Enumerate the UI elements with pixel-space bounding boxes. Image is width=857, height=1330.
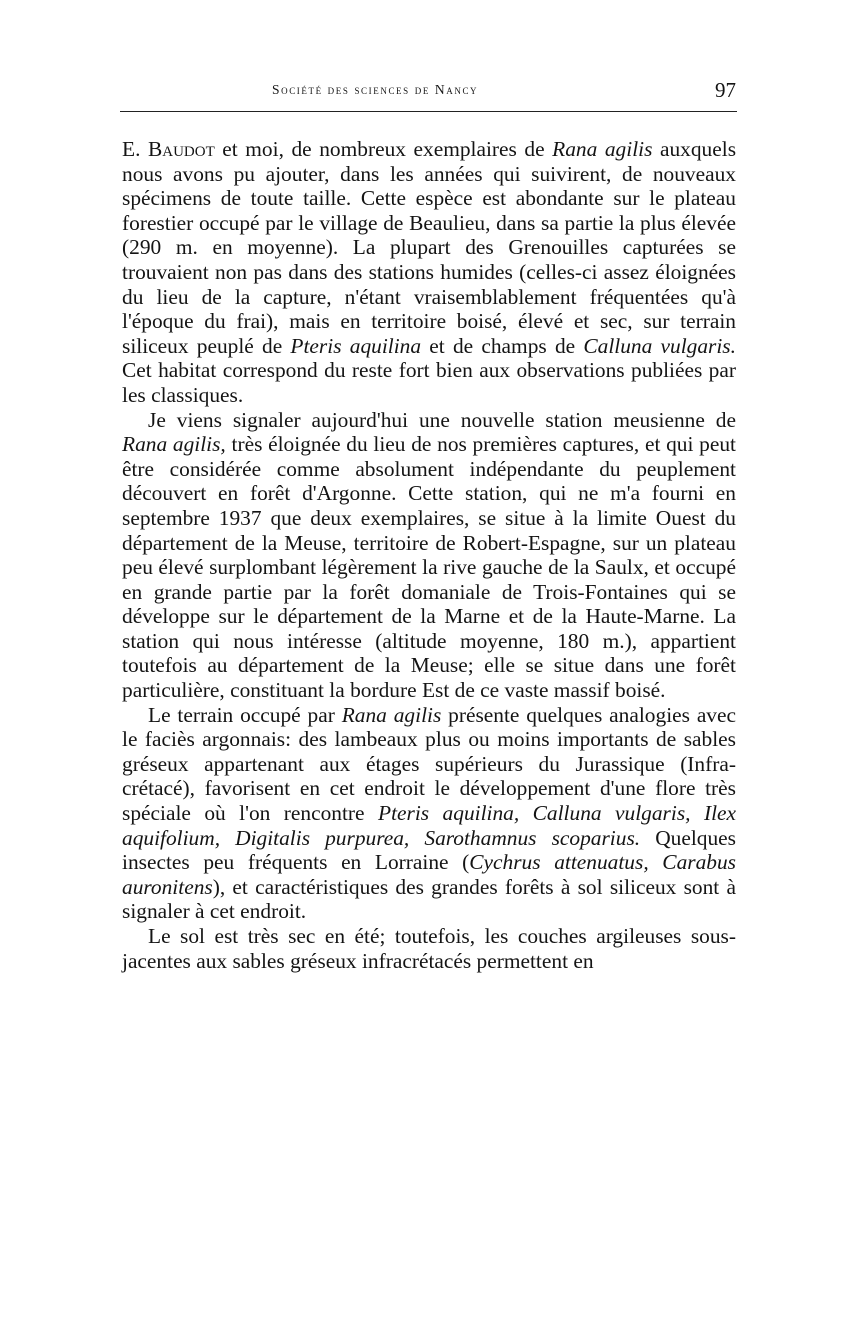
text-span: Cet habitat correspond du reste fort bien aux observations publiées par les classiques. [122,358,736,407]
text-span: E. [122,137,148,161]
text-span: présente quelques analogies avec le faciès argonnais: des lambeaux plus ou moins importants de sables gréseux appartenant aux étages supérieurs du Jurassique (Infra-crétacé), favorisent en cet endroit le développement d'une flore très spéciale où l'on rencontre [122,702,736,826]
species-list: Cychrus attenuatus, Carabus auronitens [122,850,736,899]
text-span: Je viens signaler aujourd'hui une nouvelle station meusienne de [148,407,736,432]
paragraph-2 [122,408,736,703]
author-name: Baudot [147,137,215,161]
body-text [122,137,736,973]
paragraph-1 [122,137,736,408]
text-span: Le sol est très sec en été; toutefois, les couches argileuses sous-jacentes aux sables gréseux infracrétacés permettent en [122,924,736,973]
species-name: Rana agilis [341,702,442,727]
running-title: Société des sciences de Nancy [272,82,479,97]
species-name: Rana agilis, [122,432,226,457]
page-number: 97 [715,78,736,102]
text-span: Quelques insectes peu fréquents en Lorraine ( [122,825,737,875]
text-span: ), et caractéristiques des grandes forêts à sol siliceux sont à signaler à cet endroit. [122,874,736,924]
text-span: auxquels nous avons pu ajouter, dans les années qui suivirent, de nouveaux spécimens de toute taille. Cette espèce est abondante sur le plateau forestier occupé par le village de Beaulieu, dans sa partie la plus élevée (290 m. en moyenne). La plupart des Grenouilles capturées se trouvaient non pas dans des stations humides (celles-ci assez éloignées du lieu de la capture, n'étant vraisemblablement fréquentées qu'à l'époque du frai), mais en territoire boisé, élevé et sec, sur terrain siliceux peuplé de [122,137,737,358]
paragraph-3 [122,703,736,924]
text-span: et de champs de [421,333,584,358]
species-list: Pteris aquilina, Calluna vulgaris, Ilex aquifolium, Digitalis purpurea, Sarothamnus scoparius. [122,801,736,850]
page-header [122,78,736,104]
text-span: très éloignée du lieu de nos premières captures, et qui peut être considérée comme absolument indépendante du peuplement découvert en forêt d'Argonne. Cette station, qui ne m'a fourni en septembre 1937 que deux exemplaires, se situe à la limite Ouest du département de la Meuse, territoire de Robert-Espagne, sur un plateau peu élevé surplombant légèrement la rive gauche de la Saulx, et occupé en grande partie par la forêt domaniale de Trois-Fontaines qui se développe sur le département de la Marne et de la Haute-Marne. La station qui nous intéresse (altitude moyenne, 180 m.), appartient toutefois au département de la Meuse; elle se situe dans une forêt particulière, constituant la bordure Est de ce vaste massif boisé. [122,432,736,703]
paragraph-4 [122,924,736,973]
species-name: Pteris aquilina [290,333,422,358]
text-span: et moi, de nombreux exemplaires de [214,137,553,161]
header-rule [120,111,737,112]
species-name: Rana agilis [552,137,653,161]
species-name: Calluna vulgaris. [583,333,736,358]
text-span: Le terrain occupé par [148,702,342,727]
